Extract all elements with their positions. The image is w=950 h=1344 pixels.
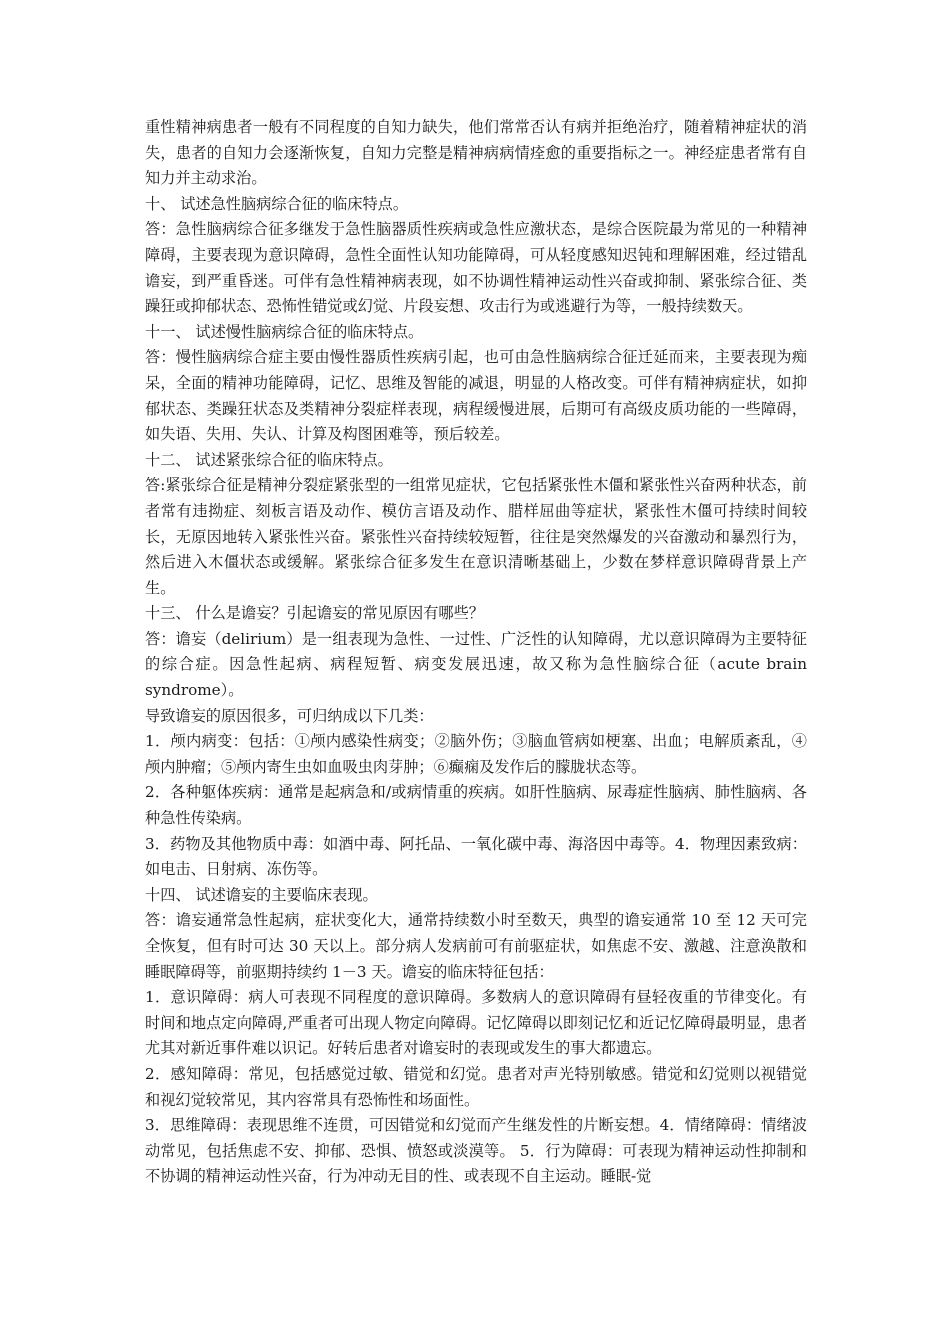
question-12-heading: 十二、 试述紧张综合征的临床特点。 xyxy=(145,450,393,469)
answer-12: 答:紧张综合征是精神分裂症紧张型的一组常见症状，它包括紧张性木僵和紧张性兴奋两种状态，前者常有违拗症、刻板言语及动作、模仿言语及动作、腊样屈曲等症状，紧张性木僵可持续时间较长，无原因地转入紧张性兴奋。紧张性兴奋持续较短暂，往往是突然爆发的兴奋激动和暴烈行为，然后进入木僵状态或缓解。紧张综合征多发生在意识清晰基础上，少数在梦样意识障碍背景上产生。 xyxy=(145,476,807,597)
answer-14: 答：谵妄通常急性起病，症状变化大，通常持续数小时至数天，典型的谵妄通常 10 至 12 天可完全恢复，但有时可达 30 天以上。部分病人发病前可有前驱症状，如焦虑不安、激越、注意涣散和睡眠障碍等，前驱期持续约 1－3 天。谵妄的临床特征包括： xyxy=(145,911,807,981)
feature-item-1: 1．意识障碍：病人可表现不同程度的意识障碍。多数病人的意识障碍有昼轻夜重的节律变化。有时间和地点定向障碍,严重者可出现人物定向障碍。记忆障碍以即刻记忆和近记忆障碍最明显，患者尤其对新近事件难以识记。好转后患者对谵妄时的表现或发生的事大都遗忘。 xyxy=(145,988,807,1058)
question-13-heading: 十三、 什么是谵妄？引起谵妄的常见原因有哪些？ xyxy=(145,604,484,623)
question-10-heading: 十、 试述急性脑病综合征的临床特点。 xyxy=(145,194,409,213)
question-11-heading: 十一、 试述慢性脑病综合征的临床特点。 xyxy=(145,322,424,341)
document-page xyxy=(145,115,807,1190)
answer-10: 答：急性脑病综合征多继发于急性脑器质性疾病或急性应激状态，是综合医院最为常见的一种精神障碍，主要表现为意识障碍，急性全面性认知功能障碍，可从轻度感知迟钝和理解困难，经过错乱谵妄，到严重昏迷。可伴有急性精神病表现，如不协调性精神运动性兴奋或抑制、紧张综合征、类躁狂或抑郁状态、恐怖性错觉或幻觉、片段妄想、攻击行为或逃避行为等，一般持续数天。 xyxy=(145,220,807,316)
causes-intro: 导致谵妄的原因很多，可归纳成以下几类： xyxy=(145,706,434,725)
cause-item-3-4: 3．药物及其他物质中毒：如酒中毒、阿托品、一氧化碳中毒、海洛因中毒等。4．物理因素致病：如电击、日射病、冻伤等。 xyxy=(145,834,807,879)
answer-13: 答：谵妄（delirium）是一组表现为急性、一过性、广泛性的认知障碍，尤以意识障碍为主要特征的综合症。因急性起病、病程短暂、病变发展迅速，故又称为急性脑综合征（acute brain syndrome）。 xyxy=(145,629,807,700)
answer-11: 答：慢性脑病综合症主要由慢性器质性疾病引起，也可由急性脑病综合征迁延而来，主要表现为痴呆，全面的精神功能障碍，记忆、思维及智能的减退，明显的人格改变。可伴有精神病症状，如抑郁状态、类躁狂状态及类精神分裂症样表现，病程缓慢进展，后期可有高级皮质功能的一些障碍，如失语、失用、失认、计算及构图困难等，预后较差。 xyxy=(145,348,807,444)
cause-item-1: 1．颅内病变：包括：①颅内感染性病变；②脑外伤；③脑血管病如梗塞、出血；电解质紊乱，④颅内肿瘤；⑤颅内寄生虫如血吸虫肉芽肿；⑥癫痫及发作后的朦胧状态等。 xyxy=(145,732,807,776)
feature-item-3-5: 3．思维障碍：表现思维不连贯，可因错觉和幻觉而产生继发性的片断妄想。4．情绪障碍：情绪波动常见，包括焦虑不安、抑郁、恐惧、愤怒或淡漠等。 5．行为障碍：可表现为精神运动性抑制和不协调的精神运动性兴奋，行为冲动无目的性、或表现不自主运动。睡眠-觉 xyxy=(145,1116,807,1186)
question-14-heading: 十四、 试述谵妄的主要临床表现。 xyxy=(145,885,378,904)
paragraph-intro: 重性精神病患者一般有不同程度的自知力缺失，他们常常否认有病并拒绝治疗，随着精神症状的消失，患者的自知力会逐渐恢复，自知力完整是精神病病情痊愈的重要指标之一。神经症患者常有自知力并主动求治。 xyxy=(145,118,807,188)
cause-item-2: 2．各种躯体疾病：通常是起病急和/或病情重的疾病。如肝性脑病、尿毒症性脑病、肺性脑病、各种急性传染病。 xyxy=(145,783,807,828)
feature-item-2: 2．感知障碍：常见，包括感觉过敏、错觉和幻觉。患者对声光特别敏感。错觉和幻觉则以视错觉和视幻觉较常见，其内容常具有恐怖性和场面性。 xyxy=(145,1064,807,1109)
